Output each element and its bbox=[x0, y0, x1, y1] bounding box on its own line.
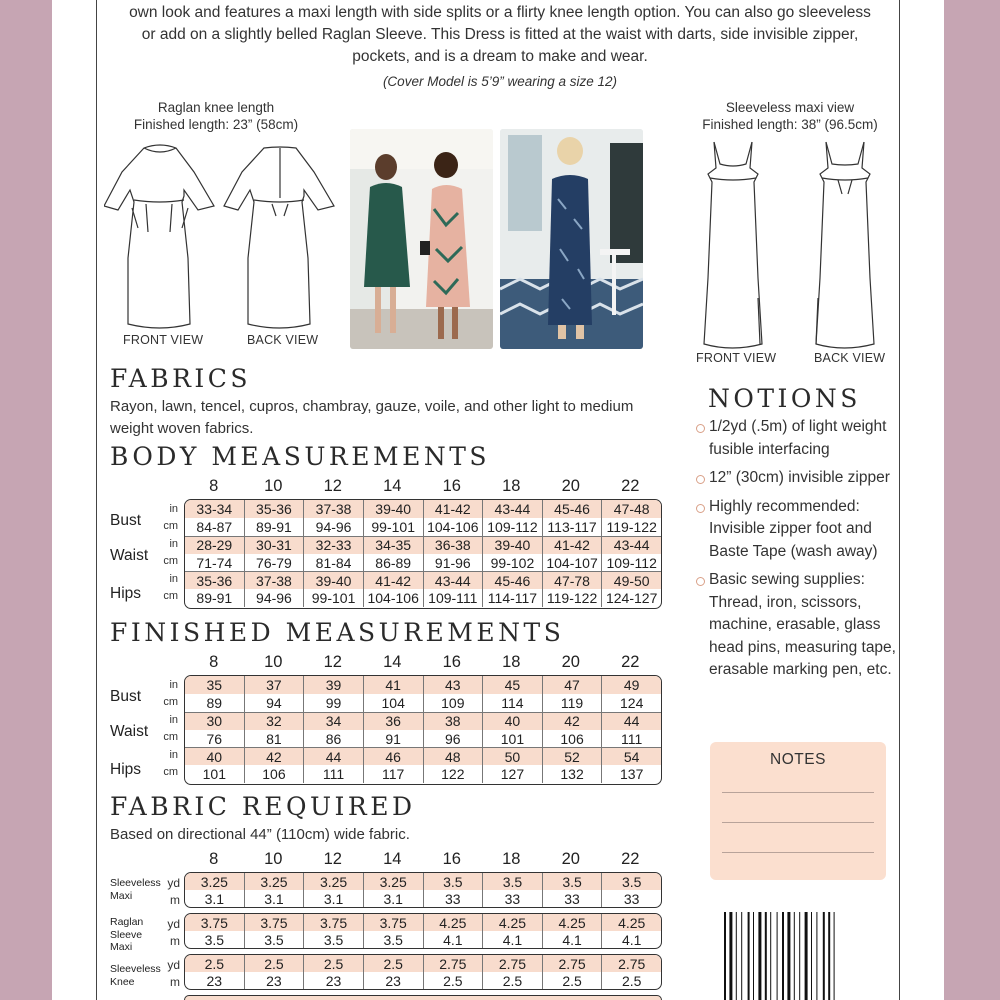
table-cell: 106 bbox=[244, 765, 304, 782]
size-label: 10 bbox=[264, 477, 283, 495]
table-cell: 30-31 bbox=[244, 537, 304, 554]
table-cell: 34 bbox=[303, 713, 363, 730]
notes-line bbox=[722, 822, 874, 823]
table-cell: 43-44 bbox=[601, 537, 661, 554]
unit-label: m bbox=[170, 893, 180, 907]
table-cell: 91 bbox=[363, 730, 423, 747]
table-cell: 99-102 bbox=[482, 554, 542, 571]
sleeveless-front-drawing bbox=[704, 142, 762, 348]
table-cell: 119-122 bbox=[601, 518, 661, 536]
unit-label: cm bbox=[163, 590, 178, 602]
unit-label: in bbox=[169, 538, 178, 550]
table-cell: 99-101 bbox=[303, 589, 363, 606]
table-cell: 3.1 bbox=[204, 890, 225, 907]
table-cell: 3.75 bbox=[200, 914, 228, 931]
notion-item: Highly recommended: Invisible zipper foot and Baste Tape (wash away) bbox=[696, 496, 896, 564]
table-cell: 47-78 bbox=[542, 572, 602, 589]
table-cell: 3.5 bbox=[542, 873, 602, 890]
table-cell: 35-36 bbox=[244, 500, 304, 518]
finished-measurements-table bbox=[184, 675, 662, 785]
table-cell: 104-107 bbox=[542, 554, 602, 571]
size-label: 22 bbox=[621, 850, 640, 868]
unit-label: cm bbox=[163, 731, 178, 743]
barcode-bar bbox=[799, 912, 800, 1000]
table-cell: 94-96 bbox=[303, 518, 363, 536]
fabric-size-header bbox=[184, 850, 660, 869]
size-label: 22 bbox=[621, 477, 640, 495]
table-row bbox=[185, 873, 661, 907]
m-row bbox=[185, 890, 661, 907]
waist-in-row bbox=[185, 537, 661, 554]
yd-row bbox=[185, 873, 661, 890]
table-cell: 39-40 bbox=[303, 572, 363, 589]
table-cell: 43 bbox=[423, 676, 483, 694]
table-cell: 36 bbox=[363, 713, 423, 730]
right-front-view-label: FRONT VIEW bbox=[696, 351, 777, 365]
table-cell: 111 bbox=[303, 765, 363, 782]
table-cell: 81-84 bbox=[303, 554, 363, 571]
barcode-bar bbox=[748, 912, 750, 1000]
table-cell: 119 bbox=[542, 694, 602, 712]
table-row bbox=[185, 572, 661, 607]
size-label: 10 bbox=[264, 653, 283, 671]
raglan-back-drawing bbox=[224, 147, 334, 328]
table-cell: 91-96 bbox=[423, 554, 483, 571]
fabric-row-label: Sleeveless Knee bbox=[110, 963, 161, 988]
size-label: 12 bbox=[323, 850, 342, 868]
yd-row bbox=[185, 955, 661, 972]
barcode-bar bbox=[828, 912, 830, 1000]
table-cell: 41 bbox=[363, 676, 423, 694]
table-cell: 47 bbox=[542, 676, 602, 694]
size-label: 20 bbox=[561, 653, 580, 671]
table-cell: 41-42 bbox=[363, 572, 423, 589]
table-cell: 44 bbox=[303, 748, 363, 765]
unit-label: cm bbox=[163, 696, 178, 708]
size-label: 8 bbox=[209, 653, 219, 671]
hips-in-row bbox=[185, 748, 661, 765]
unit-label: yd bbox=[167, 958, 180, 972]
hips-cm-row bbox=[185, 765, 661, 782]
table-cell: 3.25 bbox=[363, 873, 423, 890]
table-cell: 3.1 bbox=[244, 890, 304, 907]
table-cell: 3.5 bbox=[204, 931, 225, 948]
notion-item: Basic sewing supplies: Thread, iron, scissors, machine, erasable, glass head pins, measuring tape, erasable marking pen, etc. bbox=[696, 569, 896, 682]
barcode-bar bbox=[729, 912, 732, 1000]
unit-label: cm bbox=[163, 520, 178, 532]
table-cell: 4.1 bbox=[482, 931, 542, 948]
table-cell: 89-91 bbox=[196, 590, 233, 607]
right-view-title: Sleeveless maxi view bbox=[725, 100, 855, 115]
table-cell: 84-87 bbox=[196, 518, 233, 535]
table-cell: 47-48 bbox=[601, 500, 661, 518]
size-label: 20 bbox=[561, 477, 580, 495]
table-cell: 23 bbox=[303, 972, 363, 989]
table-cell: 106 bbox=[542, 730, 602, 747]
table-cell: 3.25 bbox=[244, 873, 304, 890]
table-cell: 43-44 bbox=[423, 572, 483, 589]
table-cell: 43-44 bbox=[482, 500, 542, 518]
table-cell: 2.5 bbox=[244, 955, 304, 972]
body-hips-label: Hips bbox=[110, 585, 142, 602]
notion-item: 1/2yd (.5m) of light weight fusible interfacing bbox=[696, 416, 896, 461]
m-row bbox=[185, 972, 661, 989]
body-measurements-heading: BODY MEASUREMENTS bbox=[110, 442, 491, 471]
body-measurements-table bbox=[184, 499, 662, 609]
table-cell: 2.5 bbox=[423, 972, 483, 989]
table-cell: 89-91 bbox=[244, 518, 304, 536]
table-cell: 89 bbox=[206, 694, 223, 711]
finished-size-header bbox=[184, 653, 660, 672]
left-view-title: Raglan knee length bbox=[157, 100, 275, 115]
model-photo-2 bbox=[500, 129, 643, 349]
table-cell: 3.5 bbox=[303, 931, 363, 948]
table-cell: 86-89 bbox=[363, 554, 423, 571]
unit-label: in bbox=[169, 679, 178, 691]
right-view-caption bbox=[690, 99, 890, 133]
table-cell: 23 bbox=[244, 972, 304, 989]
table-cell: 45 bbox=[482, 676, 542, 694]
next-table-edge bbox=[184, 995, 662, 1000]
yd-row bbox=[185, 914, 661, 931]
barcode-bar bbox=[777, 912, 778, 1000]
intro-text bbox=[100, 2, 900, 68]
left-front-view-label: FRONT VIEW bbox=[123, 333, 204, 347]
body-bust-label: Bust bbox=[110, 512, 142, 529]
table-cell: 3.5 bbox=[363, 931, 423, 948]
notions-heading: NOTIONS bbox=[708, 384, 861, 413]
finished-waist-label: Waist bbox=[110, 723, 149, 740]
table-cell: 37-38 bbox=[303, 500, 363, 518]
table-row bbox=[185, 500, 661, 537]
table-cell: 28-29 bbox=[196, 537, 233, 554]
table-cell: 4.1 bbox=[542, 931, 602, 948]
left-back-view-label: BACK VIEW bbox=[247, 333, 319, 347]
intro-line: or add on a slightly belled Raglan Sleeve. This Dress is fitted at the waist with darts, side invisible zipper, bbox=[141, 26, 859, 43]
table-cell: 38 bbox=[423, 713, 483, 730]
table-cell: 39-40 bbox=[363, 500, 423, 518]
notion-item: 12” (30cm) invisible zipper bbox=[696, 467, 896, 490]
notions-list bbox=[696, 416, 896, 688]
table-cell: 2.75 bbox=[482, 955, 542, 972]
barcode-bar bbox=[753, 912, 754, 1000]
size-label: 20 bbox=[561, 850, 580, 868]
finished-hips-label: Hips bbox=[110, 761, 142, 778]
table-cell: 3.75 bbox=[303, 914, 363, 931]
unit-label: m bbox=[170, 934, 180, 948]
table-cell: 48 bbox=[423, 748, 483, 765]
size-label: 16 bbox=[442, 850, 461, 868]
body-size-header bbox=[184, 477, 660, 496]
table-cell: 109-112 bbox=[482, 518, 542, 536]
size-label: 14 bbox=[383, 653, 402, 671]
size-label: 18 bbox=[502, 850, 521, 868]
table-cell: 34-35 bbox=[363, 537, 423, 554]
table-cell: 119-122 bbox=[542, 589, 602, 606]
fabrics-heading: FABRICS bbox=[110, 364, 252, 393]
table-cell: 111 bbox=[601, 730, 661, 747]
sleeveless-maxi-drawings bbox=[696, 138, 886, 354]
table-cell: 33 bbox=[542, 890, 602, 907]
model-photo-1 bbox=[350, 129, 493, 349]
size-label: 18 bbox=[502, 477, 521, 495]
raglan-front-drawing bbox=[104, 145, 214, 328]
table-cell: 114 bbox=[482, 694, 542, 712]
table-cell: 41-42 bbox=[423, 500, 483, 518]
table-cell: 4.25 bbox=[482, 914, 542, 931]
table-cell: 2.75 bbox=[601, 955, 661, 972]
barcode-bar bbox=[741, 912, 742, 1000]
unit-label: yd bbox=[167, 917, 180, 931]
table-cell: 76 bbox=[206, 730, 223, 747]
unit-label: yd bbox=[167, 876, 180, 890]
table-cell: 49 bbox=[601, 676, 661, 694]
table-cell: 4.25 bbox=[423, 914, 483, 931]
table-cell: 71-74 bbox=[196, 554, 233, 571]
fabric-row-label: Raglan Sleeve Maxi bbox=[110, 916, 144, 953]
sleeveless-back-drawing bbox=[816, 142, 874, 348]
right-view-length: Finished length: 38” (96.5cm) bbox=[702, 117, 878, 132]
table-cell: 104 bbox=[363, 694, 423, 712]
bust-cm-row bbox=[185, 694, 661, 712]
size-label: 14 bbox=[383, 850, 402, 868]
table-cell: 4.25 bbox=[601, 914, 661, 931]
table-cell: 113-117 bbox=[542, 518, 602, 536]
finished-bust-label: Bust bbox=[110, 688, 142, 705]
m-row bbox=[185, 931, 661, 948]
table-cell: 33-34 bbox=[196, 500, 233, 517]
table-cell: 2.5 bbox=[601, 972, 661, 989]
cover-model-note: (Cover Model is 5’9” wearing a size 12) bbox=[382, 74, 618, 89]
table-cell: 35-36 bbox=[196, 572, 233, 589]
table-cell: 39 bbox=[303, 676, 363, 694]
table-cell: 2.5 bbox=[363, 955, 423, 972]
size-label: 12 bbox=[323, 653, 342, 671]
table-cell: 50 bbox=[482, 748, 542, 765]
table-cell: 33 bbox=[423, 890, 483, 907]
barcode bbox=[722, 912, 874, 1000]
notes-title: NOTES bbox=[770, 751, 826, 768]
table-cell: 94-96 bbox=[244, 589, 304, 606]
table-cell: 2.5 bbox=[204, 955, 225, 972]
table-cell: 76-79 bbox=[244, 554, 304, 571]
table-cell: 109-112 bbox=[601, 554, 661, 571]
table-cell: 101 bbox=[482, 730, 542, 747]
table-cell: 35 bbox=[206, 676, 223, 693]
barcode-bar bbox=[736, 912, 737, 1000]
table-cell: 3.75 bbox=[363, 914, 423, 931]
table-cell: 2.5 bbox=[303, 955, 363, 972]
unit-label: in bbox=[169, 573, 178, 585]
fabric-required-heading: FABRIC REQUIRED bbox=[110, 792, 416, 821]
table-cell: 46 bbox=[363, 748, 423, 765]
table-cell: 23 bbox=[206, 972, 223, 989]
table-cell: 54 bbox=[601, 748, 661, 765]
unit-label: m bbox=[170, 975, 180, 989]
table-cell: 3.5 bbox=[423, 873, 483, 890]
bust-cm-row bbox=[185, 518, 661, 536]
barcode-bar bbox=[787, 912, 790, 1000]
table-cell: 81 bbox=[244, 730, 304, 747]
table-cell: 42 bbox=[244, 748, 304, 765]
table-cell: 114-117 bbox=[482, 589, 542, 606]
barcode-bar bbox=[782, 912, 784, 1000]
table-cell: 30 bbox=[206, 713, 223, 730]
table-row bbox=[185, 955, 661, 989]
waist-cm-row bbox=[185, 554, 661, 571]
table-cell: 122 bbox=[423, 765, 483, 782]
table-row bbox=[185, 537, 661, 573]
table-cell: 33 bbox=[482, 890, 542, 907]
size-label: 16 bbox=[442, 477, 461, 495]
raglan-knee-drawings bbox=[104, 138, 336, 334]
intro-line: own look and features a maxi length with side splits or a flirty knee length option. You can also go sleeveless bbox=[129, 4, 871, 21]
size-label: 8 bbox=[209, 850, 219, 868]
table-cell: 124-127 bbox=[601, 589, 661, 606]
table-cell: 45-46 bbox=[542, 500, 602, 518]
table-cell: 49-50 bbox=[601, 572, 661, 589]
table-cell: 132 bbox=[542, 765, 602, 782]
table-cell: 2.5 bbox=[542, 972, 602, 989]
table-cell: 2.75 bbox=[542, 955, 602, 972]
right-back-view-label: BACK VIEW bbox=[814, 351, 886, 365]
table-cell: 101 bbox=[202, 766, 226, 783]
intro-line: pockets, and is a dream to make and wear. bbox=[352, 48, 648, 65]
table-cell: 2.75 bbox=[423, 955, 483, 972]
table-cell: 104-106 bbox=[363, 589, 423, 606]
unit-label: in bbox=[169, 503, 178, 515]
fabric-table-sleeveless-maxi bbox=[184, 872, 662, 908]
table-cell: 94 bbox=[244, 694, 304, 712]
barcode-bar bbox=[765, 912, 767, 1000]
table-cell: 3.5 bbox=[601, 873, 661, 890]
fabrics-text: Rayon, lawn, tencel, cupros, chambray, gauze, voile, and other light to medium weight woven fabrics. bbox=[110, 398, 634, 437]
finished-measurements-heading: FINISHED MEASUREMENTS bbox=[110, 618, 565, 647]
size-label: 22 bbox=[621, 653, 640, 671]
barcode-bar bbox=[811, 912, 812, 1000]
table-cell: 52 bbox=[542, 748, 602, 765]
barcode-bar bbox=[823, 912, 825, 1000]
table-cell: 23 bbox=[363, 972, 423, 989]
table-cell: 96 bbox=[423, 730, 483, 747]
unit-label: in bbox=[169, 714, 178, 726]
barcode-bar bbox=[816, 912, 817, 1000]
size-label: 18 bbox=[502, 653, 521, 671]
barcode-bar bbox=[724, 912, 726, 1000]
table-cell: 37 bbox=[244, 676, 304, 694]
table-cell: 40 bbox=[206, 748, 223, 765]
fabric-row-label: Sleeveless Maxi bbox=[110, 877, 161, 902]
table-cell: 3.25 bbox=[303, 873, 363, 890]
table-cell: 109-111 bbox=[423, 589, 483, 606]
table-cell: 3.1 bbox=[363, 890, 423, 907]
barcode-bar bbox=[834, 912, 835, 1000]
left-view-caption bbox=[118, 99, 314, 133]
table-cell: 137 bbox=[601, 765, 661, 782]
table-cell: 33 bbox=[601, 890, 661, 907]
hips-cm-row bbox=[185, 589, 661, 606]
notes-box bbox=[710, 742, 886, 880]
notes-line bbox=[722, 792, 874, 793]
body-waist-label: Waist bbox=[110, 547, 149, 564]
barcode-bar bbox=[770, 912, 771, 1000]
barcode-bar bbox=[758, 912, 761, 1000]
left-view-length: Finished length: 23” (58cm) bbox=[133, 117, 299, 132]
table-cell: 4.25 bbox=[542, 914, 602, 931]
table-cell: 4.1 bbox=[423, 931, 483, 948]
table-row bbox=[185, 676, 661, 713]
table-cell: 3.1 bbox=[303, 890, 363, 907]
waist-cm-row bbox=[185, 730, 661, 747]
fabric-required-note: Based on directional 44” (110cm) wide fabric. bbox=[110, 826, 410, 843]
unit-label: cm bbox=[163, 555, 178, 567]
table-cell: 99 bbox=[303, 694, 363, 712]
table-cell: 44 bbox=[601, 713, 661, 730]
table-cell: 3.25 bbox=[200, 873, 228, 890]
table-cell: 4.1 bbox=[601, 931, 661, 948]
table-cell: 117 bbox=[363, 765, 423, 782]
size-label: 16 bbox=[442, 653, 461, 671]
table-cell: 32 bbox=[244, 713, 304, 730]
unit-label: cm bbox=[163, 766, 178, 778]
table-cell: 3.5 bbox=[244, 931, 304, 948]
size-label: 14 bbox=[383, 477, 402, 495]
waist-in-row bbox=[185, 713, 661, 730]
bust-in-row bbox=[185, 500, 661, 518]
table-cell: 127 bbox=[482, 765, 542, 782]
unit-label: in bbox=[169, 749, 178, 761]
photo-1-illustration bbox=[350, 129, 493, 349]
table-cell: 3.5 bbox=[482, 873, 542, 890]
table-cell: 41-42 bbox=[542, 537, 602, 554]
size-label: 8 bbox=[209, 477, 219, 495]
table-row bbox=[185, 914, 661, 948]
table-cell: 86 bbox=[303, 730, 363, 747]
table-row bbox=[185, 713, 661, 749]
table-cell: 42 bbox=[542, 713, 602, 730]
table-cell: 37-38 bbox=[244, 572, 304, 589]
table-cell: 39-40 bbox=[482, 537, 542, 554]
size-label: 10 bbox=[264, 850, 283, 868]
table-cell: 109 bbox=[423, 694, 483, 712]
barcode-bar bbox=[805, 912, 808, 1000]
table-cell: 32-33 bbox=[303, 537, 363, 554]
table-cell: 40 bbox=[482, 713, 542, 730]
fabric-table-sleeveless-knee bbox=[184, 954, 662, 990]
hips-in-row bbox=[185, 572, 661, 589]
table-row bbox=[185, 748, 661, 783]
table-cell: 104-106 bbox=[423, 518, 483, 536]
table-cell: 3.75 bbox=[244, 914, 304, 931]
photo-2-illustration bbox=[500, 129, 643, 349]
table-cell: 124 bbox=[601, 694, 661, 712]
table-cell: 45-46 bbox=[482, 572, 542, 589]
barcode-bar bbox=[794, 912, 795, 1000]
notes-line bbox=[722, 852, 874, 853]
table-cell: 2.5 bbox=[482, 972, 542, 989]
fabric-table-raglan-maxi bbox=[184, 913, 662, 949]
table-cell: 99-101 bbox=[363, 518, 423, 536]
table-cell: 36-38 bbox=[423, 537, 483, 554]
bust-in-row bbox=[185, 676, 661, 694]
size-label: 12 bbox=[323, 477, 342, 495]
